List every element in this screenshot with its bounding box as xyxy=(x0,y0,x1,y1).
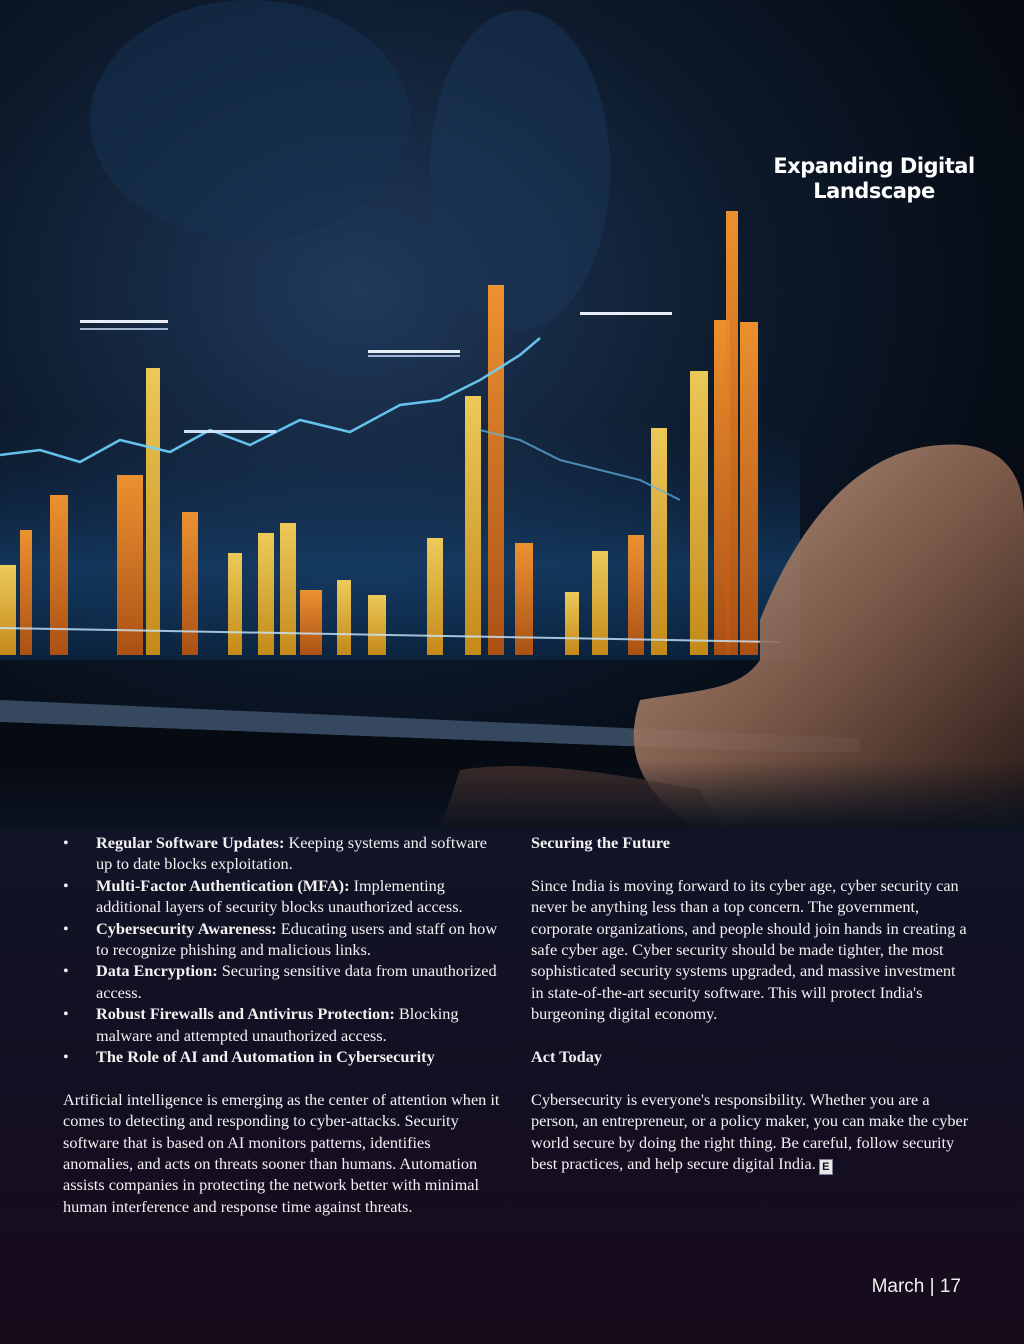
hero-bar-decoration xyxy=(368,595,386,655)
hero-bar-decoration xyxy=(690,371,708,655)
list-item xyxy=(63,918,503,961)
section-heading-securing-future xyxy=(531,832,971,853)
section-heading-act-today xyxy=(531,1046,971,1067)
hero-title-line1: Expanding Digital xyxy=(773,154,975,178)
list-item-term: Data Encryption: xyxy=(96,961,218,981)
list-item-term: Cybersecurity Awareness: xyxy=(96,918,277,938)
security-measures-list xyxy=(63,832,503,1067)
hero-bar-decoration xyxy=(50,495,68,655)
page-footer: March | 17 xyxy=(871,1276,961,1297)
hero-title-line2: Landscape xyxy=(813,179,935,203)
list-item-term: Multi-Factor Authentication (MFA): xyxy=(96,875,350,895)
hero-bar-decoration xyxy=(726,211,738,655)
hero-bar-decoration xyxy=(182,512,198,655)
list-item-term: The Role of AI and Automation in Cybersecurity xyxy=(96,1047,435,1067)
list-item-text: Blocking malware and attempted unauthorized access. xyxy=(96,1004,459,1045)
hero-bar-decoration xyxy=(300,590,322,655)
hero-bar-decoration xyxy=(465,396,481,655)
hero-bar-decoration xyxy=(146,368,160,655)
hero-bar-decoration xyxy=(651,428,667,655)
hero-bar-decoration xyxy=(258,533,274,655)
list-item xyxy=(63,832,503,875)
right-column xyxy=(531,832,971,1175)
list-item xyxy=(63,960,503,1003)
hero-bar-decoration xyxy=(488,285,504,655)
hero-title xyxy=(760,154,988,204)
hero-bar-decoration xyxy=(337,580,351,655)
section-heading-text: Act Today xyxy=(531,1047,603,1067)
hero-bar-decoration xyxy=(565,592,579,655)
section-heading-text: Securing the Future xyxy=(531,833,670,852)
end-of-article-icon: E xyxy=(819,1159,833,1175)
list-item-text: Implementing additional layers of security blocks unauthorized access. xyxy=(96,875,463,917)
hero-bar-decoration xyxy=(740,322,758,655)
hero-bar-decoration xyxy=(628,535,644,655)
hero-bar-decoration xyxy=(0,565,16,655)
list-item xyxy=(63,875,503,918)
securing-future-paragraph: Since India is moving forward to its cyber age, cyber security can never be anything less than a top concern. The government, corporate organizations, and people should join hands in creating a safe cyber age. Cyber security should be made tighter, the most sophisticated security systems upgraded, and massive investment in state-of-the-art security software. This will protect India's burgeoning digital economy. xyxy=(531,875,967,1024)
list-item-text: Educating users and staff on how to recognize phishing and malicious links. xyxy=(96,918,498,960)
hero-bar-decoration xyxy=(228,553,242,655)
list-item-text: Securing sensitive data from unauthorized access. xyxy=(96,961,497,1002)
act-today-text: Cybersecurity is everyone's responsibility. Whether you are a person, an entrepreneur, or a policy maker, you can make the cyber world secure by doing the right thing. Be careful, follow security best practices, and help secure digital India. xyxy=(531,1089,969,1174)
list-item-term: Robust Firewalls and Antivirus Protection: xyxy=(96,1004,395,1024)
hero-bar-decoration xyxy=(427,538,443,655)
list-item-text: Keeping systems and software up to date blocks exploitation. xyxy=(96,833,487,874)
hero-bar-decoration xyxy=(20,530,32,655)
hero-bar-decoration xyxy=(117,475,143,655)
list-item-heading xyxy=(63,1046,503,1067)
list-item xyxy=(63,1003,503,1046)
hero-bar-decoration xyxy=(280,523,296,655)
ai-paragraph: Artificial intelligence is emerging as the center of attention when it comes to detecting and responding to cyber-attacks. Security software that is based on AI monitors patterns, identifies anomalies, and acts on threats sooner than humans. Automation assists companies in protecting the network better with minimal human interference and response time against threats. xyxy=(63,1089,500,1216)
act-today-paragraph xyxy=(531,1089,971,1175)
list-item-term: Regular Software Updates: xyxy=(96,833,285,852)
left-column xyxy=(63,832,503,1217)
